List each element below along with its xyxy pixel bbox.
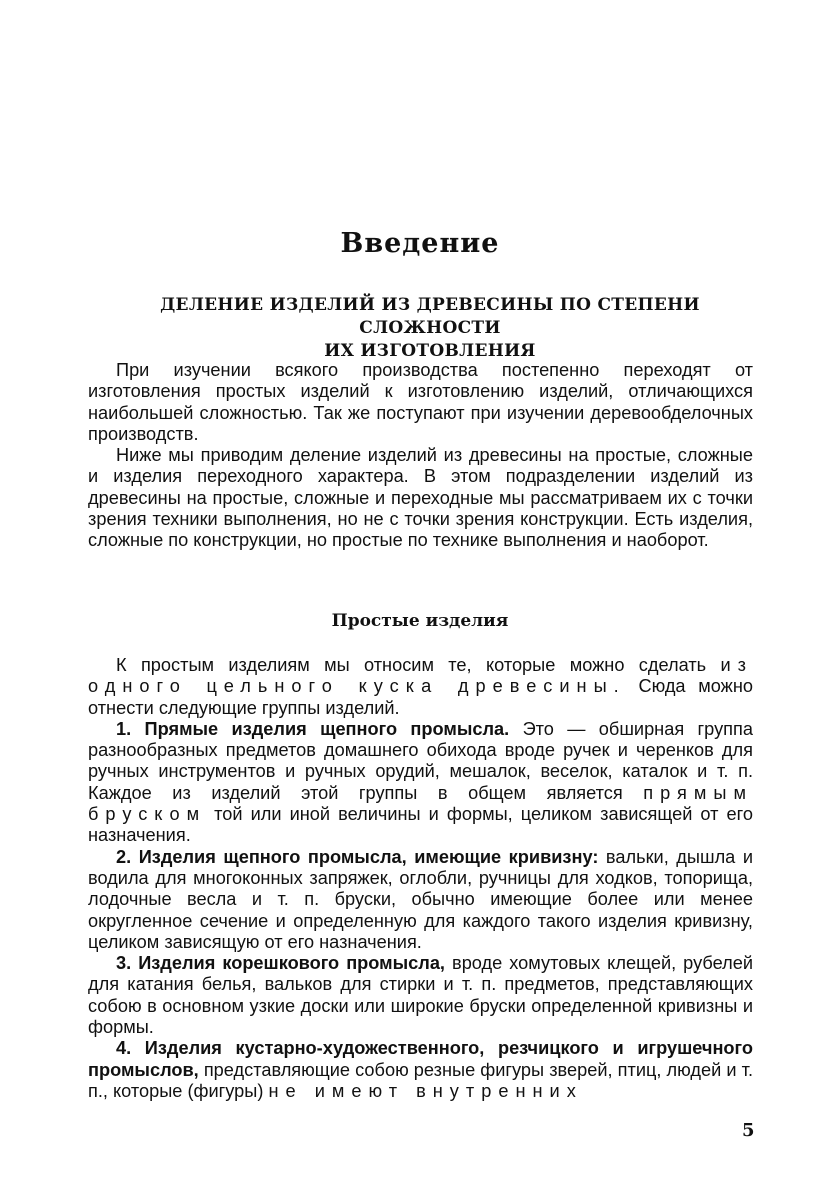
item-heading: 2. Изделия щепного промысла, имеющие кривизну: <box>116 846 599 867</box>
item-text: представляющие собою резные фигуры зверей, птиц, людей и т. п., которые (фигуры) <box>88 1059 753 1101</box>
list-item-4 <box>88 1038 753 1102</box>
section-paragraph-1 <box>88 655 753 719</box>
subtitle-line-2: ИХ ИЗГОТОВЛЕНИЯ <box>324 341 536 361</box>
paragraph-text: К простым изделиям мы относим те, которые можно сделать <box>116 655 721 675</box>
section-text <box>88 655 753 1102</box>
item-text: вальки, дышла и водила для многоконных запряжек, оглобли, ручницы для ходков, топорища, лодочные весла и т. п. бруски, обычно имеющие более или менее округленное сечение и определенную для каждого такого изделия кривизну, целиком зависящую от его назначения. <box>88 846 753 952</box>
page-number: 5 <box>742 1120 755 1141</box>
item-text: Это — обширная группа разнообразных предметов домашнего обихода вроде ручек и черенков для ручных инструментов и ручных орудий, мешалок, веселок, каталок и т. п. Каждое из изделий этой группы в общем является <box>88 718 753 803</box>
intro-paragraph-1: При изучении всякого производства постепенно переходят от изготовления простых изделий к изготовлению изделий, отличающихся наибольшей сложностью. Так же поступают при изучении деревообделочных производств. <box>88 360 753 444</box>
paragraph-text: Сюда можно отнести следующие группы изделий. <box>88 676 753 718</box>
list-item-3 <box>88 953 753 1038</box>
item-text: той или иной величины и формы, целиком зависящей от его назначения. <box>88 804 753 846</box>
intro-text <box>88 360 753 552</box>
spaced-emphasis: не имеют внутренних <box>268 1080 583 1101</box>
list-item-1 <box>88 719 753 847</box>
item-heading: 4. Изделия кустарно-художественного, резчицкого и игрушечного промыслов, <box>88 1038 753 1080</box>
spaced-emphasis: из одного цельного куска древесины. <box>88 655 753 697</box>
subtitle-line-1: ДЕЛЕНИЕ ИЗДЕЛИЙ ИЗ ДРЕВЕСИНЫ ПО СТЕПЕНИ СЛОЖНОСТИ <box>160 295 700 338</box>
item-heading: 1. Прямые изделия щепного промысла. <box>116 718 510 739</box>
list-item-2 <box>88 847 753 953</box>
intro-paragraph-2: Ниже мы приводим деление изделий из древесины на простые, сложные и изделия переходного характера. В этом подразделении изделий из древесины на простые, сложные и переходные мы рассматриваем их с точки зрения техники выполнения, но не с точки зрения конструкции. Есть изделия, сложные по конструкции, но простые по технике выполнения и наоборот. <box>88 445 753 551</box>
section-heading: Простые изделия <box>331 611 509 631</box>
chapter-subtitle <box>110 294 750 363</box>
item-heading: 3. Изделия корешкового промысла, <box>116 953 445 974</box>
spaced-emphasis: прямым бруском <box>88 782 753 825</box>
item-text: вроде хомутовых клещей, рубелей для катания белья, вальков для стирки и т. п. предметов, представляющих собою в основном узкие доски или широкие бруски определенной кривизны и формы. <box>88 953 754 1038</box>
chapter-title: Введение <box>340 228 500 259</box>
